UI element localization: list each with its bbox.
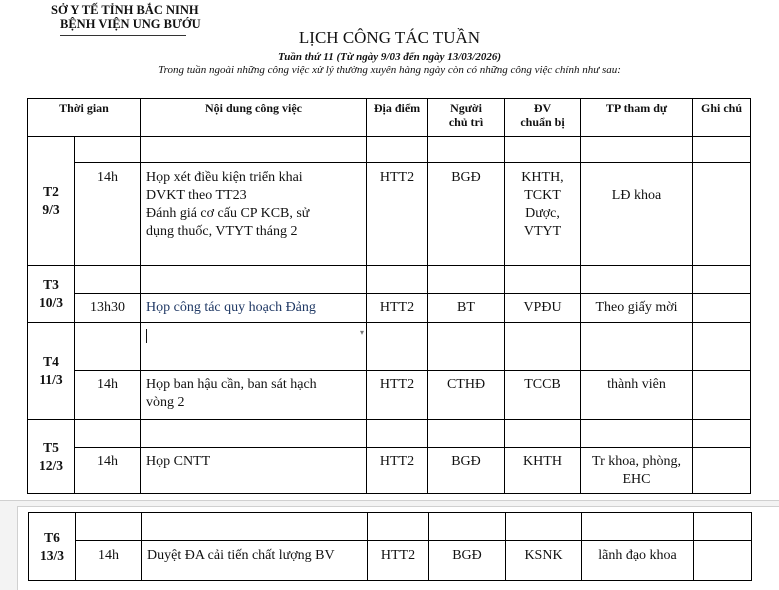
event-host: CTHĐ [428, 371, 505, 420]
event-location: HTT2 [367, 448, 428, 494]
event-content-line: Đánh giá cơ cấu CP KCB, sử [146, 206, 310, 221]
day-label: T5 [43, 439, 59, 455]
event-attendees [581, 448, 693, 494]
document-page-2 [17, 506, 779, 590]
col-prep-label-1: ĐV [533, 101, 552, 115]
event-host: BT [428, 294, 505, 323]
day-date: 13/3 [39, 547, 64, 563]
event-location: HTT2 [367, 163, 428, 266]
event-time: 14h [75, 163, 141, 266]
event-note [694, 541, 752, 581]
event-content[interactable]: Họp CNTT [141, 448, 367, 494]
event-prep-line: KHTH, [521, 170, 564, 185]
event-note [693, 163, 751, 266]
event-attendees: LĐ khoa [581, 163, 693, 266]
text-cursor [146, 329, 147, 343]
event-location: HTT2 [367, 294, 428, 323]
event-prep-line: Dược, [525, 206, 560, 221]
event-content-line: vòng 2 [146, 395, 185, 410]
event-attendees: lãnh đạo khoa [582, 541, 694, 581]
event-time: 14h [75, 371, 141, 420]
day-date: 10/3 [38, 295, 63, 310]
event-location: HTT2 [367, 371, 428, 420]
table-row [29, 513, 752, 541]
col-time-header: Thời gian [28, 99, 141, 137]
day-cell-t6 [29, 513, 76, 581]
col-host-header [428, 99, 505, 137]
table-row [28, 137, 751, 163]
day-label: T4 [43, 354, 59, 369]
event-content-line: dụng thuốc, VTYT tháng 2 [146, 224, 298, 239]
day-date: 9/3 [42, 202, 60, 217]
event-content-line: DVKT theo TT23 [146, 188, 247, 203]
page-title: LỊCH CÔNG TÁC TUẦN [298, 28, 481, 47]
intro-text: Trong tuần ngoài những công việc xử lý thường xuyên hàng ngày còn có những công việc chính như sau: [158, 64, 621, 76]
event-content-line: Họp xét điều kiện triển khai [146, 170, 303, 185]
table-row [29, 541, 752, 581]
event-attendees-line: Tr khoa, phòng, [592, 454, 681, 469]
event-prep-line: VTYT [523, 224, 562, 239]
day-cell-t3 [28, 266, 75, 323]
col-host-label-2: chủ trì [448, 115, 484, 129]
day-cell-t5 [28, 420, 75, 494]
col-prep-label-2: chuẩn bị [520, 115, 565, 129]
header-row [28, 99, 751, 137]
table-row [28, 420, 751, 448]
table-row [28, 294, 751, 323]
event-prep: TCCB [505, 371, 581, 420]
day-label: T2 [43, 184, 59, 199]
event-note [693, 371, 751, 420]
event-attendees-line: EHC [622, 472, 651, 487]
schedule-table-continued [28, 512, 752, 581]
event-content[interactable] [141, 371, 367, 420]
col-host-label-1: Người [450, 101, 482, 115]
col-prep-header [505, 99, 581, 137]
schedule-table [27, 98, 751, 494]
event-time: 13h30 [75, 294, 141, 323]
col-content-header: Nội dung công việc [141, 99, 367, 137]
event-attendees: thành viên [581, 371, 693, 420]
event-content-line: Họp ban hậu cần, ban sát hạch [146, 377, 317, 392]
event-content[interactable]: Họp công tác quy hoạch Đảng [141, 294, 367, 323]
editable-cell[interactable] [141, 323, 367, 371]
event-host: BGĐ [429, 541, 506, 581]
event-prep-line: TCKT [524, 188, 561, 203]
table-row [28, 163, 751, 266]
day-date: 12/3 [38, 457, 63, 473]
day-cell-t2 [28, 137, 75, 266]
event-content[interactable] [141, 163, 367, 266]
col-location-header: Địa điểm [367, 99, 428, 137]
org-name-line-1: SỞ Y TẾ TỈNH BẮC NINH [51, 3, 199, 17]
table-row [28, 371, 751, 420]
event-content[interactable]: Duyệt ĐA cải tiến chất lượng BV [142, 541, 368, 581]
table-row [28, 266, 751, 294]
event-prep: KSNK [506, 541, 582, 581]
day-label: T3 [43, 277, 59, 292]
dropdown-arrow-icon[interactable]: ▾ [359, 328, 364, 337]
col-attendees-header: TP tham dự [581, 99, 693, 137]
org-name-line-2: BỆNH VIỆN UNG BƯỚU [60, 17, 201, 31]
event-note [693, 294, 751, 323]
event-note [693, 448, 751, 494]
week-subtitle: Tuần thứ 11 (Từ ngày 9/03 đến ngày 13/03/2026) [277, 51, 501, 63]
event-host: BGĐ [428, 448, 505, 494]
table-row [28, 323, 751, 371]
table-row [28, 448, 751, 494]
col-note-header: Ghi chú [693, 99, 751, 137]
event-host: BGĐ [428, 163, 505, 266]
day-cell-t4 [28, 323, 75, 420]
event-time: 14h [75, 448, 141, 494]
day-date: 11/3 [39, 372, 63, 387]
event-prep: VPĐU [505, 294, 581, 323]
event-prep: KHTH [505, 448, 581, 494]
event-prep [505, 163, 581, 266]
event-time: 14h [76, 541, 142, 581]
event-attendees: Theo giấy mời [581, 294, 693, 323]
event-location: HTT2 [368, 541, 429, 581]
day-label: T6 [44, 529, 60, 545]
